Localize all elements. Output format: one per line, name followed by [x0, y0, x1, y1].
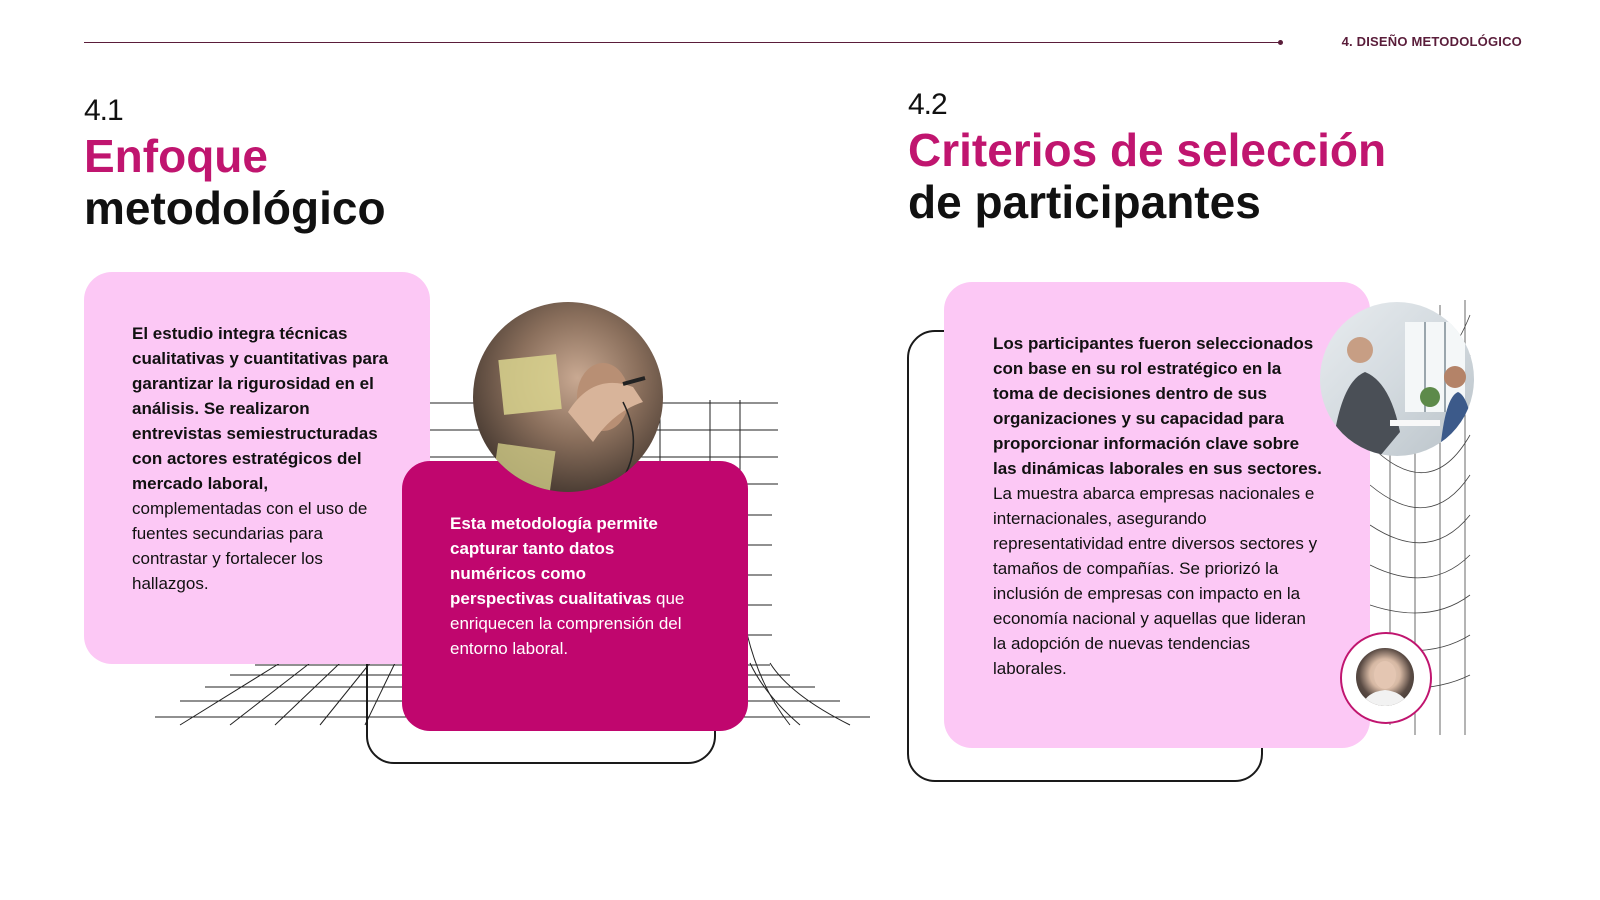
photo-office-meeting-illustration — [1320, 302, 1474, 456]
participants-text — [993, 331, 1323, 681]
participants-text-regular: La muestra abarca empresas nacionales e internacionales, asegurando representatividad entre diversos sectores y tamaños de compañías. Se priorizó la inclusión de empresas con impacto en la economía nacional y aquellas que lideran la adopción de nuevas tendencias laborales. — [993, 484, 1318, 678]
title-dark-metodologico: metodológico — [84, 182, 386, 234]
section-number-4-1: 4.1 — [84, 94, 123, 127]
photo-office-meeting — [1320, 302, 1474, 456]
title-dark-participantes: de participantes — [908, 176, 1261, 228]
header-rule — [84, 42, 1280, 43]
methodology-text-regular: complementadas con el uso de fuentes secundarias para contrastar y fortalecer los hallazgos. — [132, 499, 368, 593]
avatar — [1356, 648, 1414, 706]
title-accent-criterios: Criterios de selección — [908, 124, 1387, 176]
header-rule-dot — [1278, 40, 1283, 45]
section-number-4-2: 4.2 — [908, 88, 947, 121]
highlight-text — [450, 511, 690, 661]
methodology-text — [132, 321, 392, 596]
methodology-text-bold: El estudio integra técnicas cualitativas y cuantitativas para garantizar la rigurosidad en el análisis. Se realizaron entrevistas semiestructuradas con actores estratégicos del mercado laboral, — [132, 324, 389, 493]
photo-person-writing-illustration — [473, 302, 663, 492]
highlight-text-regular: que enriquecen la comprensión del entorno laboral. — [450, 589, 685, 658]
avatar-illustration — [1356, 648, 1414, 706]
highlight-text-bold: Esta metodología permite capturar tanto datos numéricos como perspectivas cualitativas — [450, 514, 658, 608]
section-label: 4. DISEÑO METODOLÓGICO — [1341, 34, 1522, 49]
title-accent-enfoque: Enfoque — [84, 130, 268, 182]
photo-person-writing — [473, 302, 663, 492]
participants-text-bold: Los participantes fueron seleccionados con base en su rol estratégico en la toma de decisiones dentro de sus organizaciones y su capacidad para proporcionar información clave sobre las dinámicas laborales en sus sectores. — [993, 334, 1322, 478]
